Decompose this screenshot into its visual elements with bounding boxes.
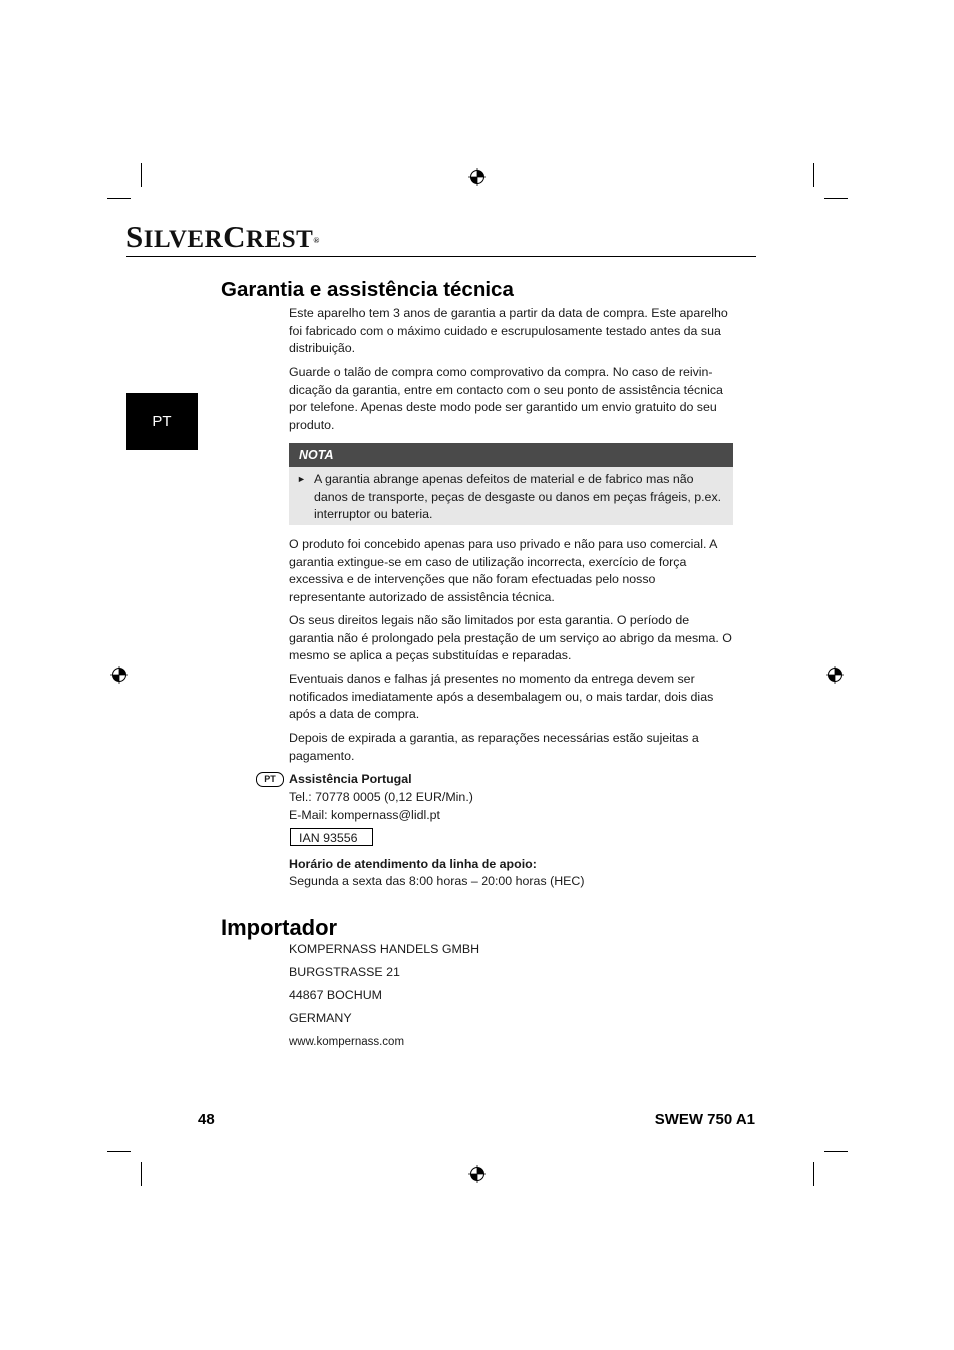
note-heading: NOTA <box>289 443 733 467</box>
website-link: www.kompernass.com <box>289 1036 405 1048</box>
address-line: KOMPERNASS HANDELS GMBH <box>289 942 480 956</box>
brand-logo: SILVERCREST® <box>126 219 320 254</box>
crop-mark <box>813 1162 814 1186</box>
service-hours-label: Horário de atendimento da linha de apoio: <box>289 857 537 871</box>
service-name: Assistência Portugal <box>289 772 412 786</box>
bullet-arrow-icon: ► <box>297 474 306 484</box>
note-body <box>289 467 733 524</box>
country-badge: PT <box>256 772 284 787</box>
note-box <box>289 443 733 525</box>
crop-mark <box>824 1151 848 1152</box>
registration-mark-icon <box>468 1165 486 1183</box>
model-number: SWEW 750 A1 <box>654 1111 755 1128</box>
address-line: BURGSTRASSE 21 <box>289 965 400 979</box>
paragraph: Eventuais danos e falhas já presentes no momento da entrega devem ser notificados imediatamente após a desembalagem ou, o mais tardar, dois dias após a data de compra. <box>289 672 714 721</box>
paragraph: Depois de expirada a garantia, as reparações necessárias estão sujeitas a pagamento. <box>289 731 699 763</box>
address-line: GERMANY <box>289 1011 352 1025</box>
paragraph: Este aparelho tem 3 anos de garantia a partir da data de compra. Este aparelho foi fabricado com o máximo cuidado e escrupulosamente testado antes da sua distribuição. <box>289 306 728 355</box>
registration-mark-icon <box>468 168 486 186</box>
crop-mark <box>107 198 131 199</box>
page-number: 48 <box>198 1111 215 1128</box>
paragraph: O produto foi concebido apenas para uso privado e não para uso comercial. A garantia extingue-se em caso de utilização incorrecta, exercício de força excessiva e de intervenções que não foram efectuadas pelo nosso representante autorizado de assistência técnica. <box>289 537 717 604</box>
language-tab-label: PT <box>152 413 172 430</box>
registration-mark-icon <box>110 666 128 684</box>
header-rule <box>126 256 756 257</box>
ian-number-box: IAN 93556 <box>290 828 373 846</box>
crop-mark <box>141 163 142 187</box>
note-text: A garantia abrange apenas defeitos de material e de fabrico mas não danos de transporte, peças de desgaste ou danos em peças frágeis, p.ex. interruptor ou bateria. <box>314 472 722 521</box>
service-email: E-Mail: kompernass@lidl.pt <box>289 808 440 822</box>
language-tab <box>126 393 198 450</box>
paragraph: Os seus direitos legais não são limitados por esta garantia. O período de garantia não é prolongado pela prestação de um serviço ao abrigo da mesma. O mesmo se aplica a peças substituídas e reparadas. <box>289 613 732 662</box>
service-phone: Tel.: 70778 0005 (0,12 EUR/Min.) <box>289 790 473 804</box>
registration-mark-icon <box>826 666 844 684</box>
crop-mark <box>141 1162 142 1186</box>
paragraph: Guarde o talão de compra como comprovativo da compra. No caso de reivin-dicação da garantia, entre em contacto com o seu ponto de assistência técnica por telefone. Apenas deste modo pode ser garantido um envio gratuito do seu produto. <box>289 365 723 432</box>
crop-mark <box>107 1151 131 1152</box>
section-title-importer: Importador <box>221 915 338 940</box>
service-hours: Segunda a sexta das 8:00 horas – 20:00 horas (HEC) <box>289 874 585 888</box>
address-line: 44867 BOCHUM <box>289 988 382 1002</box>
crop-mark <box>824 198 848 199</box>
section-title-warranty: Garantia e assistência técnica <box>221 278 514 301</box>
crop-mark <box>813 163 814 187</box>
